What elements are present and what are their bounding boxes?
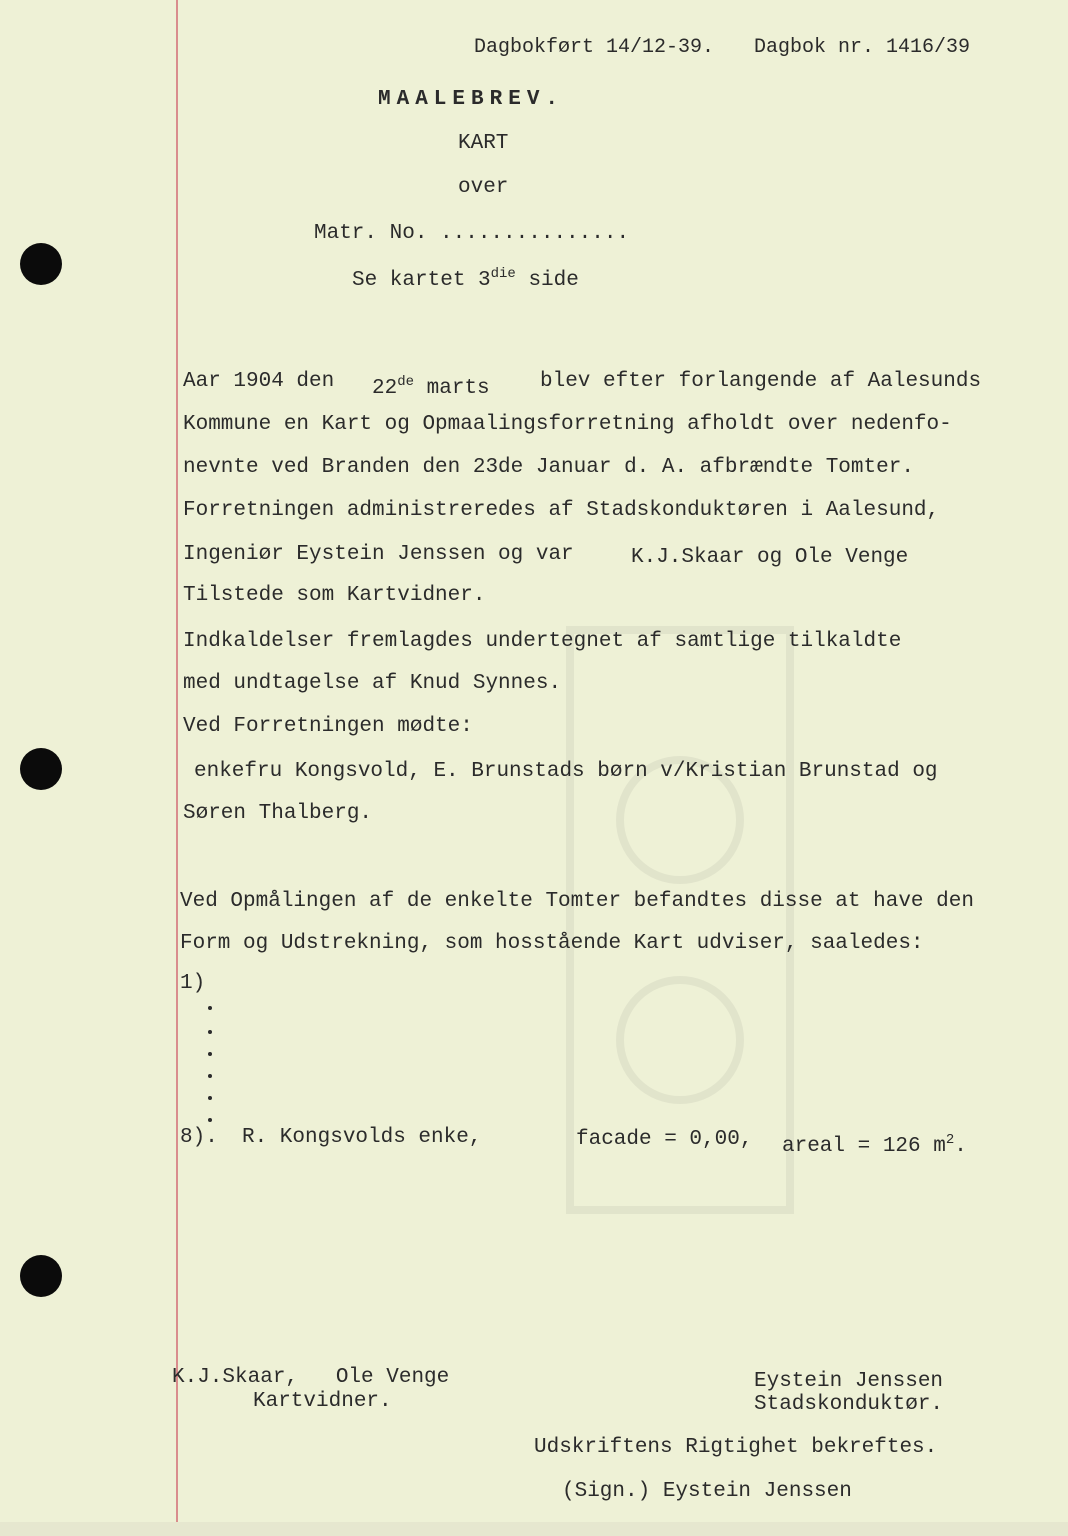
ellipsis-dot: [208, 1096, 212, 1100]
body-line-11: Søren Thalberg.: [183, 802, 373, 825]
list-item-8-name: R. Kongsvolds enke,: [242, 1126, 482, 1149]
see-map-line: Se kartet $3^{die}$ side: [352, 266, 579, 292]
punch-hole-middle: [20, 748, 62, 790]
witness-names: K.J.Skaar, Ole Venge: [172, 1366, 450, 1389]
body-line-5b: K.J.Skaar og Ole Venge: [631, 546, 909, 569]
punch-hole-top: [20, 243, 62, 285]
ellipsis-dot: [208, 1030, 212, 1034]
journal-date: Dagbokført 14/12-39.: [474, 36, 715, 59]
ellipsis-dot: [208, 1118, 212, 1122]
subtitle-kart: KART: [458, 132, 509, 155]
list-item-1: 1): [180, 972, 206, 995]
punch-hole-bottom: [20, 1255, 62, 1297]
body-line-2: Kommune en Kart og Opmaalingsforretning afholdt over nedenfo-: [183, 413, 952, 436]
body-line-9: Ved Forretningen mødte:: [183, 715, 473, 738]
body-line-10: enkefru Kongsvold, E. Brunstads børn v/Kristian Brunstad og: [194, 760, 938, 783]
body-line-4: Forretningen administreredes af Stadskonduktøren i Aalesund,: [183, 499, 940, 522]
ellipsis-dot: [208, 1006, 212, 1010]
body-line-8: med undtagelse af Knud Synnes.: [183, 672, 562, 695]
body-line-7: Indkaldelser fremlagdes undertegnet af samtlige tilkaldte: [183, 630, 902, 653]
body-line-1c: blev efter forlangende af Aalesunds: [540, 370, 982, 393]
subtitle-over: over: [458, 176, 509, 199]
body-line-3: nevnte ved Branden den 23de Januar d. A. afbrændte Tomter.: [183, 456, 914, 479]
matr-number: Matr. No. ...............: [314, 222, 630, 245]
certification-line: Udskriftens Rigtighet bekreftes.: [534, 1436, 938, 1459]
body-line-13: Form og Udstrekning, som hosstående Kart udviser, saaledes:: [180, 932, 924, 955]
journal-number: Dagbok nr. 1416/39: [754, 36, 971, 59]
surveyor-title: Stadskonduktør.: [754, 1393, 944, 1416]
witness-title: Kartvidner.: [253, 1390, 392, 1413]
list-item-8-facade: facade = 0,00,: [576, 1128, 753, 1151]
document-title: MAALEBREV.: [378, 88, 565, 111]
body-line-1b: 22de marts: [372, 374, 490, 400]
body-line-6: Tilstede som Kartvidner.: [183, 584, 486, 607]
list-item-8-areal: areal = 126 $m^2$.: [782, 1132, 967, 1158]
body-line-1a: Aar 1904 den: [183, 370, 335, 393]
ellipsis-dot: [208, 1052, 212, 1056]
ellipsis-dot: [208, 1074, 212, 1078]
page-bottom-edge: [0, 1522, 1068, 1536]
margin-line: [176, 0, 178, 1536]
body-line-12: Ved Opmålingen af de enkelte Tomter befandtes disse at have den: [180, 890, 974, 913]
surveyor-name: Eystein Jenssen: [754, 1370, 944, 1393]
signed-line: (Sign.) Eystein Jenssen: [562, 1480, 852, 1503]
list-item-8-number: 8).: [180, 1126, 218, 1149]
body-line-5a: Ingeniør Eystein Jenssen og var: [183, 543, 574, 566]
